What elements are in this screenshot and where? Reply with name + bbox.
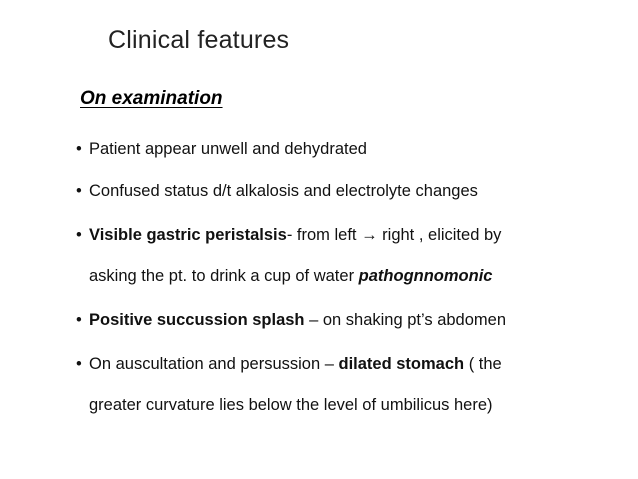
- bullet-text: - from left: [286, 226, 362, 244]
- right-arrow-icon: →: [361, 226, 378, 244]
- bullet-text: Patient appear unwell and dehydrated: [89, 140, 367, 158]
- bullet-marker: •: [76, 140, 82, 158]
- bullet-text: On auscultation and persussion –: [89, 355, 339, 373]
- bullet-marker: •: [76, 182, 82, 200]
- bullet-text: ( the: [464, 355, 502, 373]
- bullet-text: Confused status d/t alkalosis and electrolyte changes: [89, 182, 478, 200]
- bullet-item-3-continuation: [89, 267, 492, 286]
- slide-title: Clinical features: [108, 26, 290, 54]
- bullet-item-5: [76, 355, 502, 374]
- bullet-item-2: [76, 182, 478, 201]
- bullet-item-4: [76, 311, 506, 330]
- bullet-marker: •: [76, 226, 82, 244]
- bullet-text: right , elicited by: [377, 226, 502, 244]
- bullet-item-3: [76, 226, 501, 245]
- bullet-text: asking the pt. to drink a cup of water: [89, 267, 359, 285]
- bullet-bold-term: Positive succussion splash: [89, 311, 305, 329]
- bullet-emphasis: pathognnomonic: [358, 267, 493, 285]
- bullet-item-5-continuation: [89, 396, 493, 415]
- bullet-bold-term: Visible gastric peristalsis: [89, 226, 287, 244]
- bullet-marker: •: [76, 355, 82, 373]
- bullet-bold-term: dilated stomach: [338, 355, 465, 373]
- bullet-text: greater curvature lies below the level of umbilicus here): [89, 396, 493, 414]
- section-subheading: On examination: [80, 88, 223, 109]
- bullet-text: – on shaking pt’s abdomen: [304, 311, 507, 329]
- bullet-item-1: [76, 140, 367, 159]
- bullet-marker: •: [76, 311, 82, 329]
